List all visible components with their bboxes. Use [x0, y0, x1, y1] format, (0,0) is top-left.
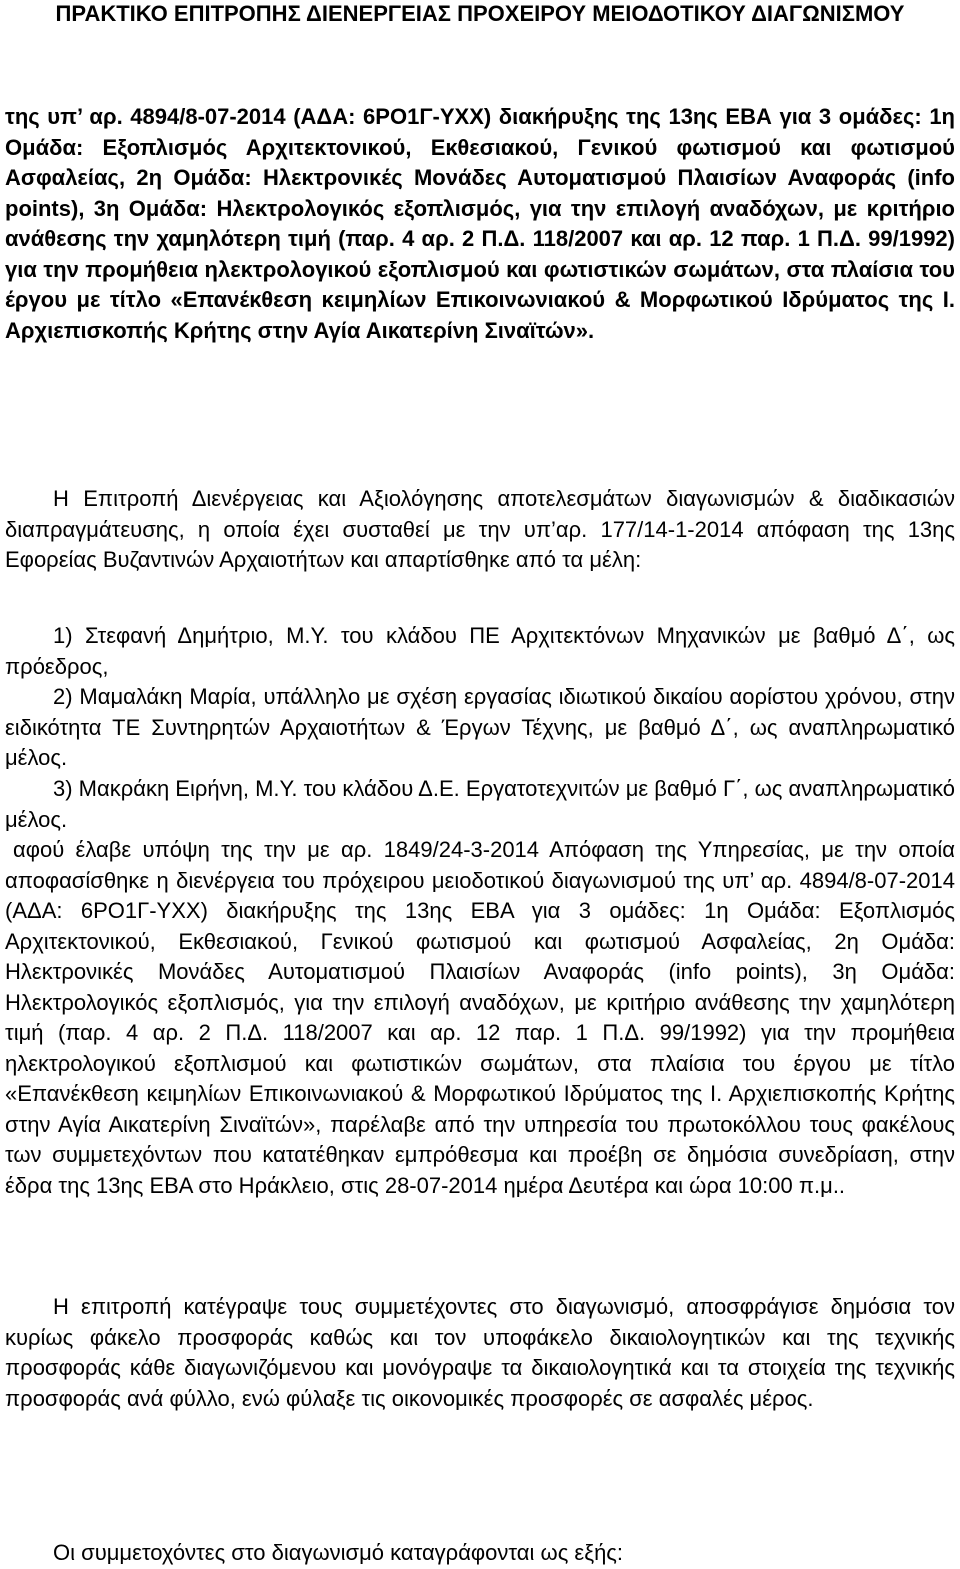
member-1-paragraph: 1) Στεφανή Δημήτριο, Μ.Υ. του κλάδου ΠΕ Αρχιτεκτόνων Μηχανικών με βαθμό Δ΄, ως πρόεδρος, — [5, 623, 955, 679]
member-2-paragraph: 2) Μαμαλάκη Μαρία, υπάλληλο με σχέση εργασίας ιδιωτικού δικαίου αορίστου χρόνου, στην ειδικότητα ΤΕ Συντηρητών Αρχαιοτήτων & Έργων Τέχνης, με βαθμό Δ΄, ως αναπληρωματικό μέλος. — [5, 684, 955, 770]
document-subject: της υπ’ αρ. 4894/8-07-2014 (ΑΔΑ: 6ΡΟ1Γ-ΥΧΧ) διακήρυξης της 13ης ΕΒΑ για 3 ομάδες: 1η Ομάδα: Εξοπλισμός Αρχιτεκτονικού, Εκθεσιακού, Γενικού φωτισμού και φωτισμού Ασφαλείας, 2η Ομάδα: Ηλεκτρονικές Μονάδες Αυτοματισμού Πλαισίων Αναφοράς (info points), 3η Ομάδα: Ηλεκτρολογικός εξοπλισμός, για την επιλογή αναδόχων, με κριτήριο ανάθεσης την χαμηλότερη τιμή (παρ. 4 αρ. 2 Π.Δ. 118/2007 και αρ. 12 παρ. 1 Π.Δ. 99/1992) για την προμήθεια ηλεκτρολογικού εξοπλισμού και φωτιστικών σωμάτων, στα πλαίσια του έργου με τίτλο «Επανέκθεση κειμηλίων Επικοινωνιακού & Μορφωτικού Ιδρύματος της Ι. Αρχιεπισκοπής Κρήτης στην Αγία Αικατερίνη Σιναϊτών». — [5, 104, 955, 343]
record-paragraph: Η επιτροπή κατέγραψε τους συμμετέχοντες στο διαγωνισμό, αποσφράγισε δημόσια τον κυρίως φάκελο προσφοράς καθώς και τον υποφάκελο δικαιολογητικών και της τεχνικής προσφοράς κάθε διαγωνιζόμενου και μονόγραψε τα δικαιολογητικά και τα στοιχεία της τεχνικής προσφοράς ανά φύλλο, ενώ φύλαξε τις οικονομικές προσφορές σε ασφαλές μέρος. — [5, 1294, 955, 1411]
participants-paragraph: Οι συμμετοχόντες στο διαγωνισμό καταγράφονται ως εξής: — [53, 1540, 624, 1565]
committee-paragraph: Η Επιτροπή Διενέργειας και Αξιολόγησης αποτελεσμάτων διαγωνισμών & διαδικασιών διαπραγμάτευσης, η οποία έχει συσταθεί με την υπ’αρ. 177/14-1-2014 απόφαση της 13ης Εφορείας Βυζαντινών Αρχαιοτήτων και απαρτίσθηκε από τα μέλη: — [5, 486, 955, 572]
document-title: ΠΡΑΚΤΙΚΟ ΕΠΙΤΡΟΠΗΣ ΔΙΕΝΕΡΓΕΙΑΣ ΠΡΟΧΕΙΡΟΥ ΜΕΙΟΔΟΤΙΚΟΥ ΔΙΑΓΩΝΙΣΜΟΥ — [55, 1, 905, 26]
member-3-paragraph: 3) Μακράκη Ειρήνη, Μ.Υ. του κλάδου Δ.Ε. Εργατοτεχνιτών με βαθμό Γ΄, ως αναπληρωματικό μέλος. — [5, 776, 955, 832]
decision-paragraph: αφού έλαβε υπόψη της την με αρ. 1849/24-3-2014 Απόφαση της Υπηρεσίας, με την οποία αποφασίσθηκε η διενέργεια του πρόχειρου μειοδοτικού διαγωνισμού της υπ’ αρ. 4894/8-07-2014 (ΑΔΑ: 6ΡΟ1Γ-ΥΧΧ) διακήρυξης της 13ης ΕΒΑ για 3 ομάδες: 1η Ομάδα: Εξοπλισμός Αρχιτεκτονικού, Εκθεσιακού, Γενικού φωτισμού και φωτισμού Ασφαλείας, 2η Ομάδα: Ηλεκτρονικές Μονάδες Αυτοματισμού Πλαισίων Αναφοράς (info points), 3η Ομάδα: Ηλεκτρολογικός εξοπλισμός, για την επιλογή αναδόχων, με κριτήριο ανάθεσης την χαμηλότερη τιμή (παρ. 4 αρ. 2 Π.Δ. 118/2007 και αρ. 12 παρ. 1 Π.Δ. 99/1992) για την προμήθεια ηλεκτρολογικού εξοπλισμού και φωτιστικών σωμάτων, στα πλαίσια του έργου με τίτλο «Επανέκθεση κειμηλίων Επικοινωνιακού & Μορφωτικού Ιδρύματος της Ι. Αρχιεπισκοπής Κρήτης στην Αγία Αικατερίνη Σιναϊτών», παρέλαβε από την υπηρεσία του πρωτοκόλλου τους φακέλους των συμμετεχόντων που κατατέθηκαν εμπρόθεσμα και προέβη σε δημόσια συνεδρίαση, στην έδρα της 13ης ΕΒΑ στο Ηράκλειο, στις 28-07-2014 ημέρα Δευτέρα και ώρα 10:00 π.μ.. — [5, 837, 955, 1198]
